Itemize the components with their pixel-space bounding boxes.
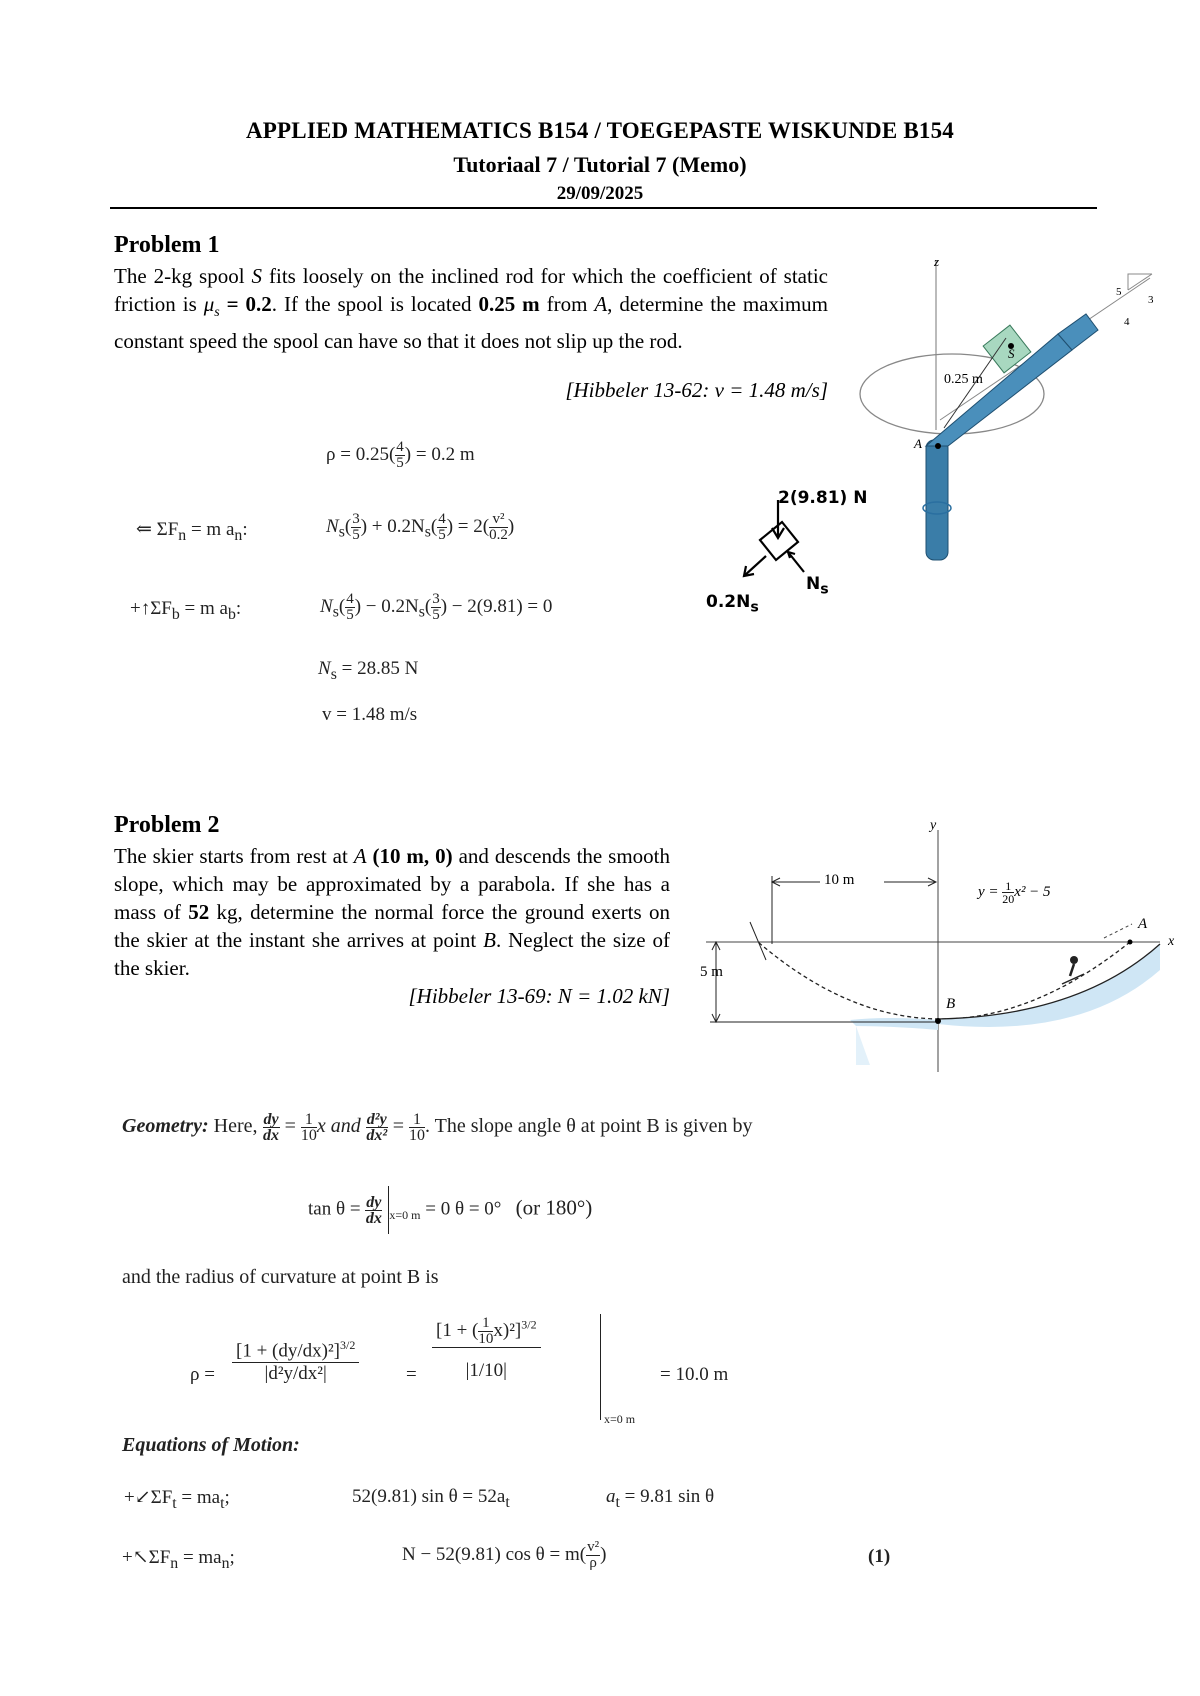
document-date: 29/09/2025 [556, 183, 644, 204]
fbd-ns: s [820, 581, 829, 598]
p1-fig-dist: 0.25 m [944, 372, 983, 387]
eqb-f2 [431, 592, 441, 623]
problem2-reference: [Hibbeler 13-69: N = 1.02 kN] [408, 984, 670, 1008]
p2-eom-t-eq [352, 1486, 510, 1512]
rho-f2-exp: 3/2 [521, 1317, 537, 1332]
p2-tan-line [308, 1186, 592, 1234]
problem1-reference: [Hibbeler 13-62: v = 1.48 m/s] [565, 378, 828, 402]
eomt-l1: +↙ΣF [124, 1487, 173, 1508]
snow-surface [938, 944, 1160, 1027]
tan-eval: x=0 m [389, 1208, 421, 1223]
p1-var-s: S [251, 264, 263, 288]
eomn-frac-d: ρ [589, 1555, 597, 1571]
res-nv: = 28.85 N [336, 658, 419, 679]
eqn-l2s: n [234, 526, 243, 544]
geom-f1d: 10 [300, 1127, 317, 1144]
eqb-a: N [320, 595, 333, 617]
fbd-weight-label: 2(9.81) N [778, 488, 868, 508]
p2-mass: 52 [188, 900, 210, 924]
fig-eq-frac-den: 20 [1002, 892, 1015, 906]
rho-frac-den: 5 [396, 455, 404, 471]
geom-eq2: = [387, 1115, 409, 1138]
p1-eq-n-label [136, 518, 248, 545]
eqn-f3d: 0.2 [489, 527, 508, 543]
point-a-marker [935, 443, 941, 449]
p1-text-5: , determine the maximum constant speed the spool can have so that it does not slip up the rod. [114, 292, 829, 354]
p2-eom-n-eq [402, 1540, 606, 1571]
eomt-res-v: = 9.81 sin θ [619, 1486, 715, 1507]
p2-coords: (10 m, 0) [366, 844, 453, 868]
p1-fig-4: 4 [1124, 316, 1130, 328]
p1-mu-sub: s [214, 305, 220, 321]
geom-t1: Here, [208, 1115, 263, 1138]
eqn-f2d: 5 [438, 527, 446, 543]
geom-dydx-d: dx [263, 1127, 280, 1144]
start-marker-left [750, 922, 766, 960]
eqn-l1s: n [178, 526, 187, 544]
p1-fig-5: 5 [1116, 286, 1122, 298]
tan-dydx-d: dx [365, 1209, 382, 1227]
p1-var-a: A [594, 292, 608, 316]
eomt-l3: ; [224, 1487, 230, 1508]
eomt-eq: 52(9.81) sin θ = 52a [352, 1486, 506, 1507]
tan-dydx [365, 1195, 382, 1226]
eomt-eq-s: t [505, 1493, 510, 1511]
fig-eq-post: x² − 5 [1014, 883, 1051, 900]
p2-fig-b: B [946, 996, 956, 1012]
fbd-normal-label [806, 574, 829, 597]
fbd-friction-arrow [744, 556, 766, 576]
eqn-as: s [338, 523, 345, 541]
eqn-f1 [351, 512, 361, 543]
rho-f1-exp: 3/2 [340, 1338, 356, 1352]
geom-f2n: 1 [409, 1112, 425, 1128]
p1-text-2: fits loosely on the inclined rod for which the coefficient of static friction is [114, 264, 828, 316]
geom-f2d: 10 [408, 1127, 425, 1144]
tan-left: tan θ = [308, 1198, 366, 1220]
document-title: APPLIED MATHEMATICS B154 / TOEGEPASTE WISKUNDE B154 [246, 118, 954, 143]
res-n: N [318, 658, 331, 679]
p2-eom-label: Equations of Motion: [122, 1434, 300, 1456]
p2-fig-equation [978, 880, 1051, 905]
p2-text-2: and descends the smooth slope, which may be approximated by a parabola. If she has a mass of [114, 844, 671, 924]
problem1-statement [114, 262, 828, 355]
geom-d2y-n: d²y [366, 1111, 387, 1128]
p1-rho-equation [326, 440, 475, 471]
rho-f2-inner [478, 1316, 493, 1347]
tan-right: = 0 θ = 0° [420, 1198, 502, 1220]
p1-mu: μ [203, 292, 215, 316]
p2-fig-y: y [930, 818, 937, 833]
eomt-l2: = ma [176, 1487, 221, 1508]
geom-dydx [263, 1112, 280, 1143]
rho-frac-num: 4 [396, 439, 404, 455]
skier-icon [1062, 956, 1084, 984]
eqn-bs: s [424, 523, 431, 541]
p2-fig-a: A [1138, 916, 1148, 932]
eqb-f1n: 4 [346, 591, 354, 607]
p2-text-1: The skier starts from rest at [114, 844, 354, 868]
eqn-f1d: 5 [352, 527, 360, 543]
p1-eq-n: $N_s$( $\frac{3}{5}$ ) + $0.2N_s$( $\frac{4}{5}$ ) = 2( $\frac{\text{v²}}{0.2}$ ) [326, 511, 515, 543]
p2-rho-frac1 [232, 1338, 359, 1385]
eqb-l1: +↑ΣF [130, 598, 172, 619]
p2-fig-5m: 5 m [700, 964, 723, 980]
rho-f2-a: [1 + ( [436, 1319, 479, 1341]
eomn-l2: = ma [178, 1547, 222, 1568]
rho-f1-num: [1 + (dy/dx)²] [236, 1340, 340, 1362]
p1-text-3: . If the spool is located [271, 292, 479, 316]
fbd-friction-label [706, 592, 759, 615]
p2-rho-eval-bar [600, 1314, 601, 1420]
fig-eq-pre: y = [978, 883, 999, 900]
eqn-b: ) + 0.2N [360, 515, 425, 537]
eqb-f2d: 5 [432, 607, 440, 623]
vertical-rod [926, 440, 948, 560]
eqb-as: s [332, 603, 339, 621]
snow-left-drop [856, 1026, 870, 1065]
eqb-c: ) − 2(9.81) = 0 [440, 595, 553, 617]
point-a-marker-2 [1128, 940, 1133, 945]
eqn-f2n: 4 [438, 511, 446, 527]
rho-f2-in-d: 10 [478, 1331, 494, 1347]
p2-var-a: A [353, 844, 367, 868]
eqb-l3: : [235, 598, 242, 619]
eqn-a: N [326, 515, 339, 537]
eqb-b: ) − 0.2N [354, 595, 419, 617]
eqn-f2 [437, 512, 447, 543]
eomn-close: ) [600, 1543, 607, 1565]
eqn-c: ) = 2( [446, 515, 490, 537]
eqn-d: ) [507, 515, 515, 537]
p1-eq-b: $N_s$( $\frac{4}{5}$ ) − $0.2N_s$( $\frac{3}{5}$ ) − 2(9.81) = 0 [320, 591, 553, 623]
p2-var-b: B [483, 928, 496, 952]
rho-left: ρ = 0.25( [326, 443, 396, 465]
tan-dydx-n: dy [366, 1193, 382, 1211]
eqb-l1s: b [171, 605, 180, 623]
geom-eq1: = [279, 1115, 301, 1138]
eqn-f3n: v² [489, 512, 508, 528]
p1-fig-3: 3 [1148, 294, 1154, 306]
res-ns: s [330, 665, 337, 683]
p2-rho-frac2 [432, 1316, 541, 1382]
geom-f2 [409, 1112, 425, 1143]
p1-fig-s: S [1008, 346, 1015, 361]
geometry-label: Geometry: [122, 1115, 209, 1138]
eomn-l3: ; [229, 1547, 235, 1568]
p2-rho-lhs: ρ = [190, 1364, 215, 1385]
fig-eq-frac [1002, 880, 1014, 905]
eomt-res-s: t [615, 1493, 620, 1511]
eqn-l2: = m a [186, 519, 235, 540]
eomn-l2s: n [221, 1554, 230, 1572]
problem2-statement [114, 842, 670, 982]
eomt-res: a [606, 1486, 616, 1507]
eomt-l1s: t [172, 1494, 177, 1512]
eomt-l2s: t [220, 1494, 225, 1512]
rho-f2-b: x)²] [493, 1319, 522, 1341]
p2-geometry-line [122, 1112, 752, 1143]
geom-xand: x and [316, 1115, 366, 1138]
p2-text-3: kg, determine the normal force the ground exerts on the skier at the instant she arrives at point [114, 900, 671, 952]
p1-spool-figure [840, 250, 1180, 570]
eomn-frac-n: v² [587, 1539, 600, 1555]
p2-eom-t-result [606, 1486, 714, 1512]
p2-rho-eq: = [406, 1364, 417, 1385]
p1-eq-b-label [130, 598, 241, 624]
eomn-eq: N − 52(9.81) cos θ = m( [402, 1543, 587, 1565]
eqn-l3: : [242, 519, 248, 540]
rho-f2-in-n: 1 [478, 1316, 493, 1332]
rho-f1-den: |d²y/dx²| [264, 1363, 327, 1385]
eomn-frac [586, 1540, 600, 1571]
eqb-f1 [345, 592, 355, 623]
p2-fig-10m: 10 m [824, 872, 855, 888]
eomn-l1s: n [170, 1554, 179, 1572]
p1-fig-a: A [914, 436, 922, 451]
eq-leader [1104, 924, 1132, 938]
fbd-fs: s [750, 599, 759, 616]
tan-alt: (or 180°) [515, 1195, 593, 1220]
rho-frac [395, 440, 405, 471]
fbd-n: N [806, 574, 821, 594]
geom-f1 [301, 1112, 317, 1143]
p2-rho-eval: x=0 m [604, 1412, 636, 1426]
eqn-f3 [489, 512, 508, 543]
p1-dist: 0.25 m [478, 292, 540, 316]
eqb-f2n: 3 [432, 591, 440, 607]
problem2-title: Problem 2 [114, 812, 220, 838]
snow-left [850, 1018, 938, 1030]
eqb-l2s: b [227, 605, 236, 623]
p2-rho-result: = 10.0 m [660, 1364, 729, 1385]
p2-radius-text: and the radius of curvature at point B is [122, 1266, 439, 1288]
p1-text-4: from [539, 292, 595, 316]
geom-t2: . The slope angle θ at point B is given by [424, 1115, 753, 1138]
geom-dydx-n: dy [263, 1111, 279, 1128]
fbd-f: 0.2N [706, 592, 751, 612]
header-divider [110, 207, 1097, 209]
geom-f1n: 1 [301, 1112, 317, 1128]
fbd-normal-arrow [788, 552, 804, 572]
p2-slope-figure [700, 820, 1180, 1080]
fig-eq-frac-num: 1 [1002, 880, 1014, 893]
p1-text-1: The 2-kg spool [114, 264, 252, 288]
point-b-marker [935, 1018, 941, 1024]
p2-fig-x: x [1168, 934, 1175, 949]
geom-d2y-d: dx² [366, 1127, 388, 1144]
eqn-f1n: 3 [352, 511, 360, 527]
rho-f2-den: |1/10| [465, 1360, 507, 1381]
slope-hyp [1128, 274, 1152, 290]
p2-text-4: . Neglect the size of the skier. [114, 928, 670, 980]
eqb-l2: = m a [179, 598, 228, 619]
p1-result-n [318, 658, 418, 684]
document-subtitle: Tutoriaal 7 / Tutorial 7 (Memo) [453, 152, 747, 177]
p1-mu-val: = 0.2 [219, 292, 272, 316]
problem1-title: Problem 1 [114, 232, 220, 258]
p2-eom-t-label [124, 1486, 230, 1513]
rho-right: ) = 0.2 m [404, 443, 475, 465]
eqn-l1: ⇐ ΣF [136, 519, 179, 540]
p2-eom-n-tag: (1) [868, 1546, 891, 1567]
p1-fig-z: z [934, 254, 940, 269]
eomn-l1: +↖ΣF [122, 1547, 171, 1568]
geom-d2y [366, 1112, 388, 1143]
rotation-path [860, 354, 1044, 434]
eqb-bs: s [418, 603, 425, 621]
eqb-f1d: 5 [346, 607, 354, 623]
p1-result-v: v = 1.48 m/s [322, 704, 418, 725]
p2-eom-n-label [122, 1546, 235, 1573]
